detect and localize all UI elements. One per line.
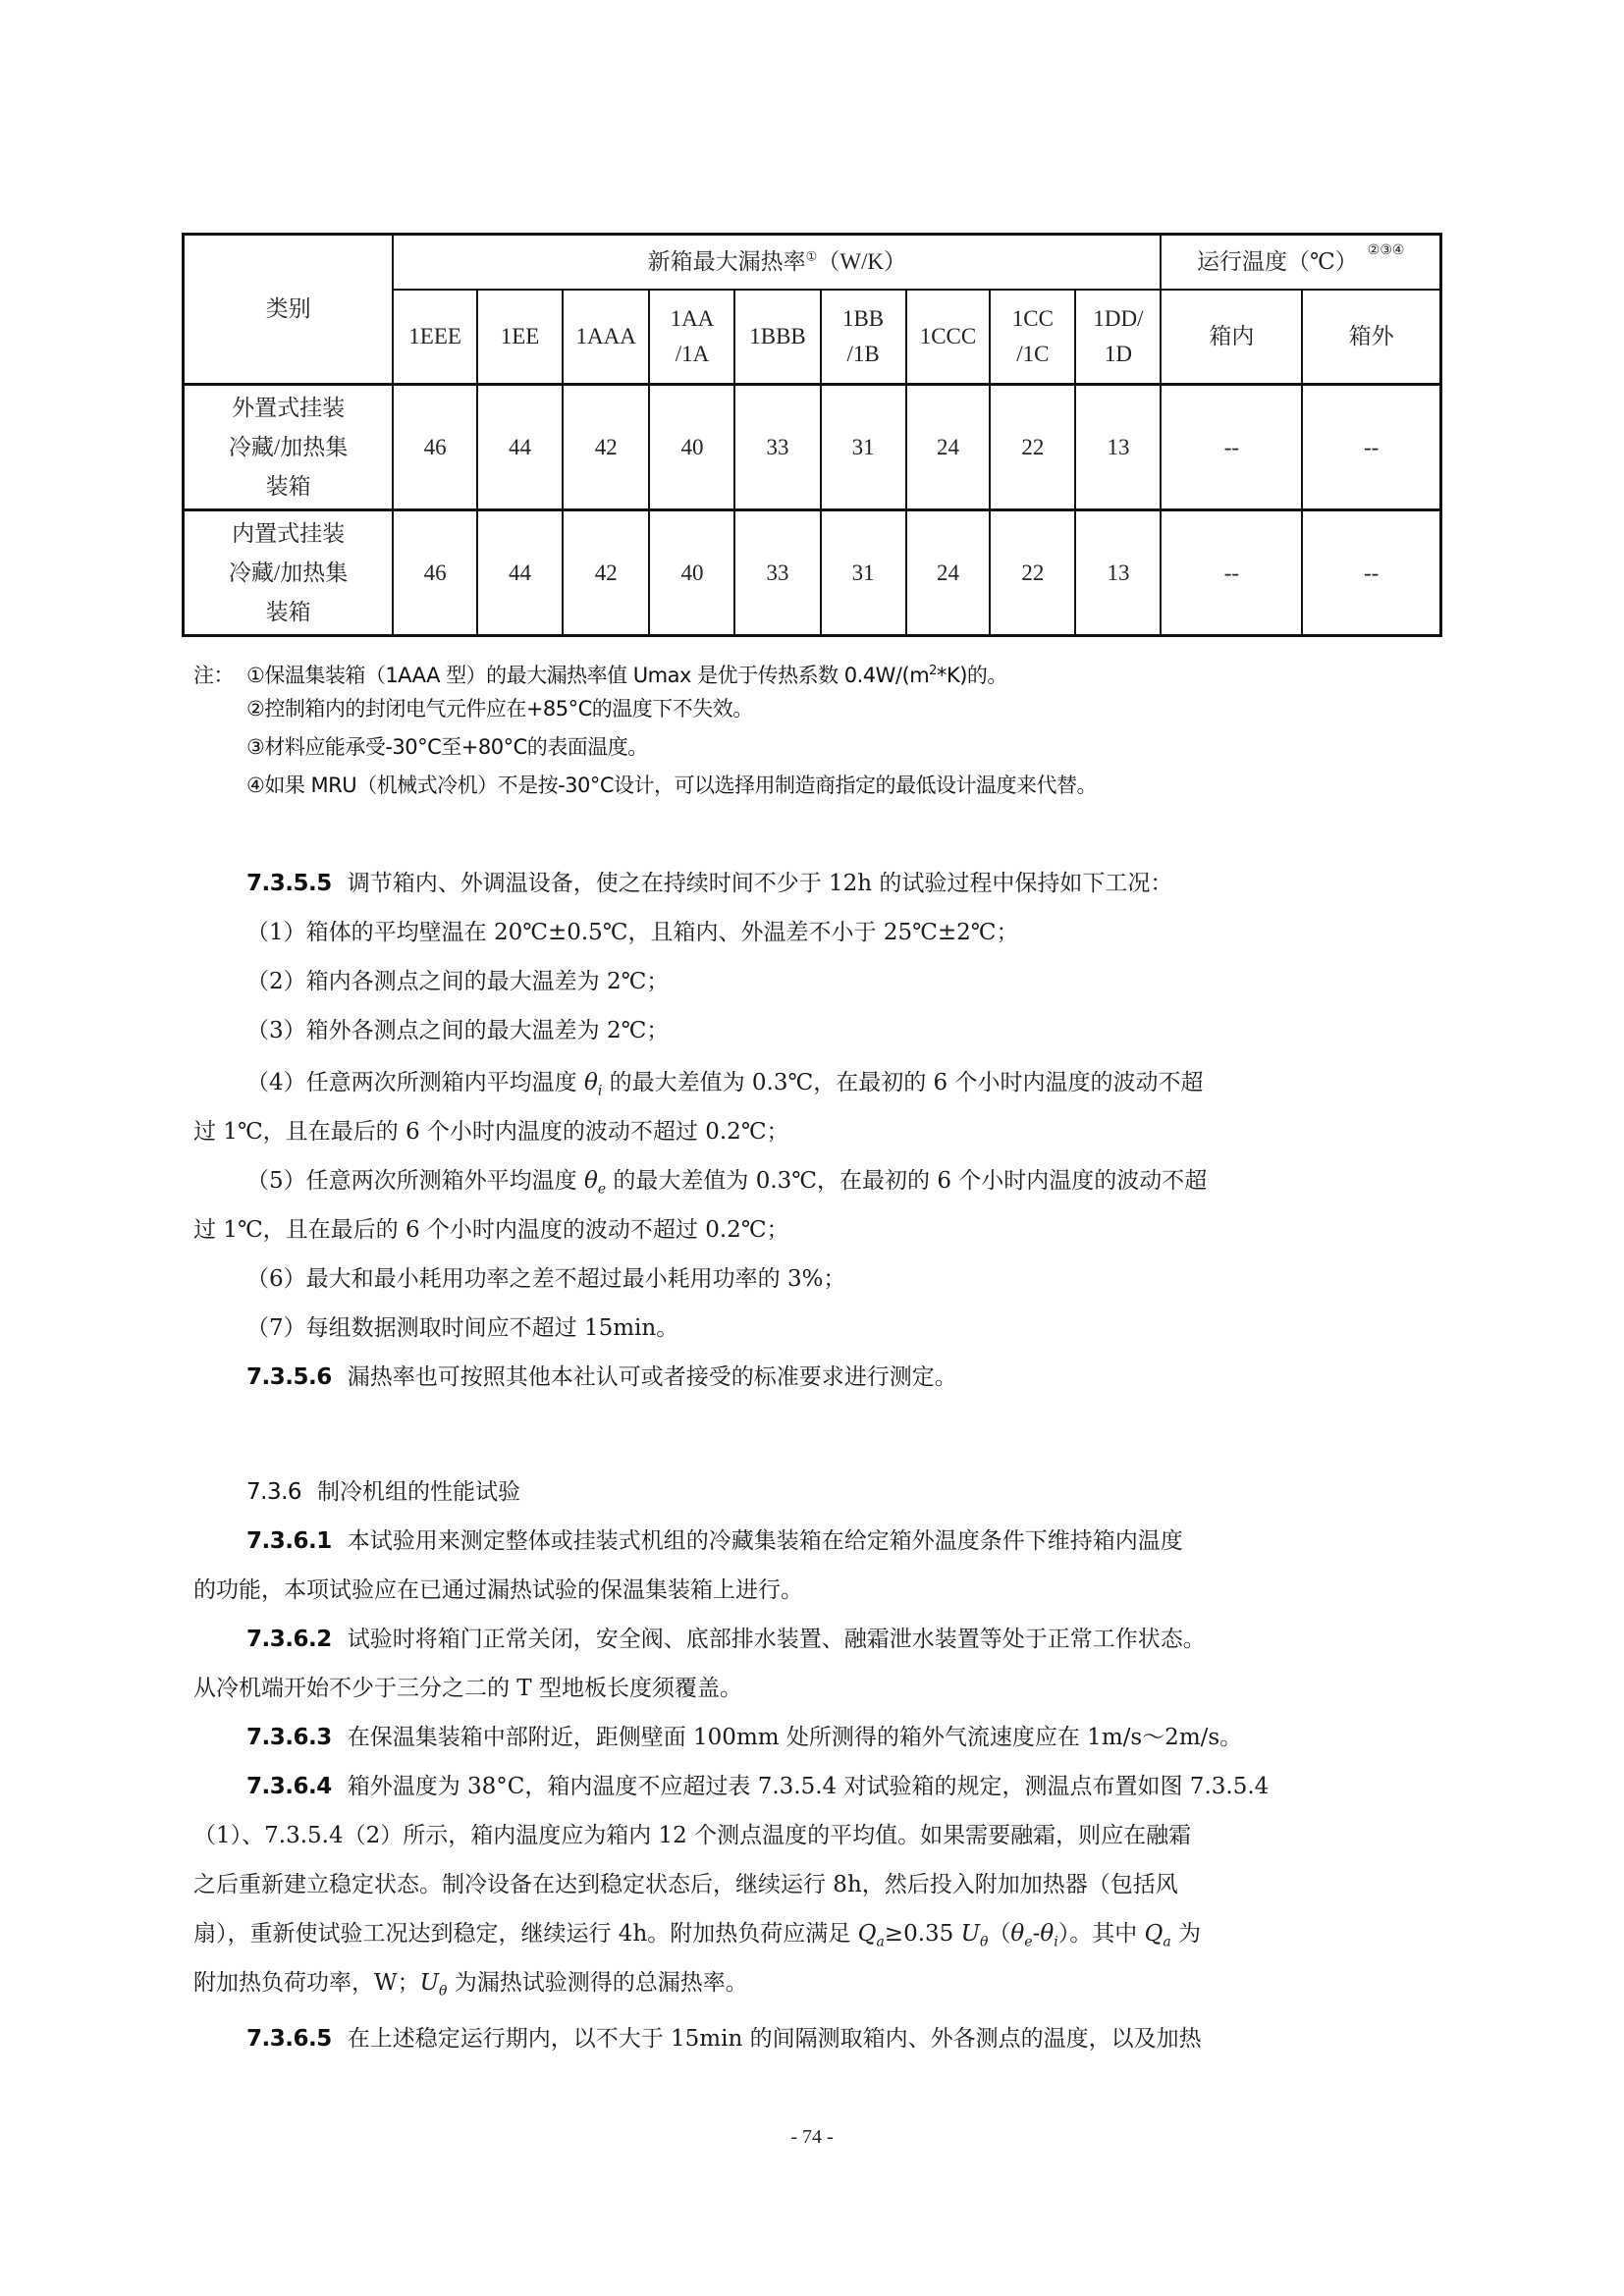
cell-outside-temp: --	[1302, 385, 1440, 510]
leak-rate-table	[182, 233, 1442, 637]
cell-value: 31	[821, 510, 906, 636]
cell-value: 33	[734, 385, 820, 510]
cell-value: 44	[477, 510, 563, 636]
cell-value: 33	[734, 510, 820, 636]
section-number: 7.3.6.2	[246, 1627, 332, 1652]
row-category: 内置式挂装 冷藏/加热集 装箱	[184, 510, 394, 636]
cell-value: 42	[563, 385, 649, 510]
list-item-continuation: 过 1℃，且在最后的 6 个小时内温度的波动不超过 0.2℃；	[193, 1217, 789, 1243]
cell-value: 40	[649, 510, 734, 636]
section-number: 7.3.6.3	[246, 1725, 332, 1750]
section-7-3-6-1: 7.3.6.1 本试验用来测定整体或挂装式机组的冷藏集装箱在给定箱外温度条件下维持箱内温度	[246, 1528, 1183, 1554]
list-item: （1）箱体的平均壁温在 20℃±0.5℃，且箱内、外温差不小于 25℃±2℃；	[246, 920, 1019, 945]
section-7-3-6-3: 7.3.6.3 在保温集装箱中部附近，距侧壁面 100mm 处所测得的箱外气流速度应在 1m/s～2m/s。	[246, 1725, 1243, 1750]
note-2: ②控制箱内的封闭电气元件应在+85°C的温度下不失效。	[246, 697, 753, 721]
note-4: ④如果 MRU（机械式冷机）不是按-30°C设计，可以选择用制造商指定的最低设计温度来代替。	[246, 774, 1098, 797]
col-header-outside: 箱外	[1302, 290, 1440, 385]
list-item: （3）箱外各测点之间的最大温差为 2℃；	[246, 1018, 670, 1043]
cell-value: 22	[990, 510, 1075, 636]
table-header-row-1	[184, 235, 1441, 291]
section-7-3-5-6: 7.3.5.6 漏热率也可按照其他本社认可或者接受的标准要求进行测定。	[246, 1364, 957, 1390]
paragraph-continuation: 附加热负荷功率，W；$U_\theta$ 为漏热试验测得的总漏热率。	[193, 1970, 748, 2000]
list-item: （5）任意两次所测箱外平均温度 $\theta_e$ 的最大差值为 0.3℃，在最初的 6 个小时内温度的波动不超	[246, 1168, 1208, 1198]
note-3: ③材料应能承受-30°C至+80°C的表面温度。	[246, 735, 648, 759]
col-header-1bb: 1BB /1B	[821, 290, 906, 385]
cell-value: 24	[906, 510, 991, 636]
leak-rate-header: 新箱最大漏热率①（W/K）	[393, 235, 1161, 291]
section-number: 7.3.6.4	[246, 1774, 332, 1799]
cell-value: 13	[1075, 385, 1161, 510]
col-header-inside: 箱内	[1161, 290, 1302, 385]
cell-value: 40	[649, 385, 734, 510]
list-item: （4）任意两次所测箱内平均温度 $\theta_i$ 的最大差值为 0.3℃，在最初的 6 个小时内温度的波动不超	[246, 1070, 1204, 1099]
table-row	[184, 385, 1441, 510]
col-header-1aa: 1AA /1A	[649, 290, 734, 385]
section-7-3-5-5-heading: 7.3.5.5 调节箱内、外调温设备，使之在持续时间不少于 12h 的试验过程中保持如下工况：	[246, 871, 1173, 896]
operating-temp-header: 运行温度（℃） ②③④	[1161, 235, 1440, 291]
table-row	[184, 510, 1441, 636]
notes-label: 注：	[193, 664, 234, 687]
cell-outside-temp: --	[1302, 510, 1440, 636]
paragraph-continuation: （1）、7.3.5.4（2）所示，箱内温度应为箱内 12 个测点温度的平均值。如果需要融霜，则应在融霜	[193, 1823, 1192, 1848]
list-item: （6）最大和最小耗用功率之差不超过最小耗用功率的 3%；	[246, 1266, 846, 1292]
cell-value: 46	[393, 385, 477, 510]
page-number: - 74 -	[790, 2126, 834, 2148]
list-item-continuation: 过 1℃，且在最后的 6 个小时内温度的波动不超过 0.2℃；	[193, 1119, 789, 1145]
list-item: （2）箱内各测点之间的最大温差为 2℃；	[246, 969, 670, 994]
cell-value: 31	[821, 385, 906, 510]
col-header-1ccc: 1CCC	[906, 290, 991, 385]
section-7-3-6-4: 7.3.6.4 箱外温度为 38°C，箱内温度不应超过表 7.3.5.4 对试验箱的规定，测温点布置如图 7.3.5.4	[246, 1774, 1270, 1799]
col-header-1dd: 1DD/ 1D	[1075, 290, 1161, 385]
cell-value: 44	[477, 385, 563, 510]
row-category: 外置式挂装 冷藏/加热集 装箱	[184, 385, 394, 510]
cell-value: 24	[906, 385, 991, 510]
section-number: 7.3.6	[246, 1479, 302, 1505]
table-notes	[193, 652, 1097, 805]
section-number: 7.3.5.5	[246, 871, 332, 896]
section-number: 7.3.6.1	[246, 1528, 332, 1554]
col-header-1ee: 1EE	[477, 290, 563, 385]
cell-value: 13	[1075, 510, 1161, 636]
paragraph-continuation: 的功能，本项试验应在已通过漏热试验的保温集装箱上进行。	[193, 1577, 803, 1603]
paragraph-continuation: 之后重新建立稳定状态。制冷设备在达到稳定状态后，继续运行 8h，然后投入附加加热器（包括风	[193, 1872, 1178, 1897]
section-7-3-6-2: 7.3.6.2 试验时将箱门正常关闭，安全阀、底部排水装置、融霜泄水装置等处于正常工作状态。	[246, 1627, 1206, 1652]
cell-inside-temp: --	[1161, 510, 1302, 636]
paragraph-continuation: 扇），重新使试验工况达到稳定，继续运行 4h。附加热负荷应满足 $Q_a\ge 0.35$ $U_\theta(\theta_e-\theta_i)$。其中 $Q_a$ 为	[193, 1921, 1202, 1950]
cell-value: 46	[393, 510, 477, 636]
cell-value: 42	[563, 510, 649, 636]
col-header-1eee: 1EEE	[393, 290, 477, 385]
cell-value: 22	[990, 385, 1075, 510]
paragraph-continuation: 从冷机端开始不少于三分之二的 T 型地板长度须覆盖。	[193, 1676, 742, 1701]
col-header-1bbb: 1BBB	[734, 290, 820, 385]
section-number: 7.3.6.5	[246, 2026, 332, 2052]
section-number: 7.3.5.6	[246, 1364, 332, 1390]
category-header: 类别	[184, 235, 394, 385]
list-item: （7）每组数据测取时间应不超过 15min。	[246, 1315, 679, 1341]
cell-inside-temp: --	[1161, 385, 1302, 510]
col-header-1aaa: 1AAA	[563, 290, 649, 385]
col-header-1cc: 1CC /1C	[990, 290, 1075, 385]
note-1: 注： ①保温集装箱（1AAA 型）的最大漏热率值 Umax 是优于传热系数 $0.4W/(m^2*K)$的。	[193, 652, 1097, 690]
section-7-3-6-5: 7.3.6.5 在上述稳定运行期内，以不大于 15min 的间隔测取箱内、外各测点的温度，以及加热	[246, 2026, 1202, 2052]
section-7-3-6-heading: 7.3.6 制冷机组的性能试验	[246, 1479, 521, 1505]
